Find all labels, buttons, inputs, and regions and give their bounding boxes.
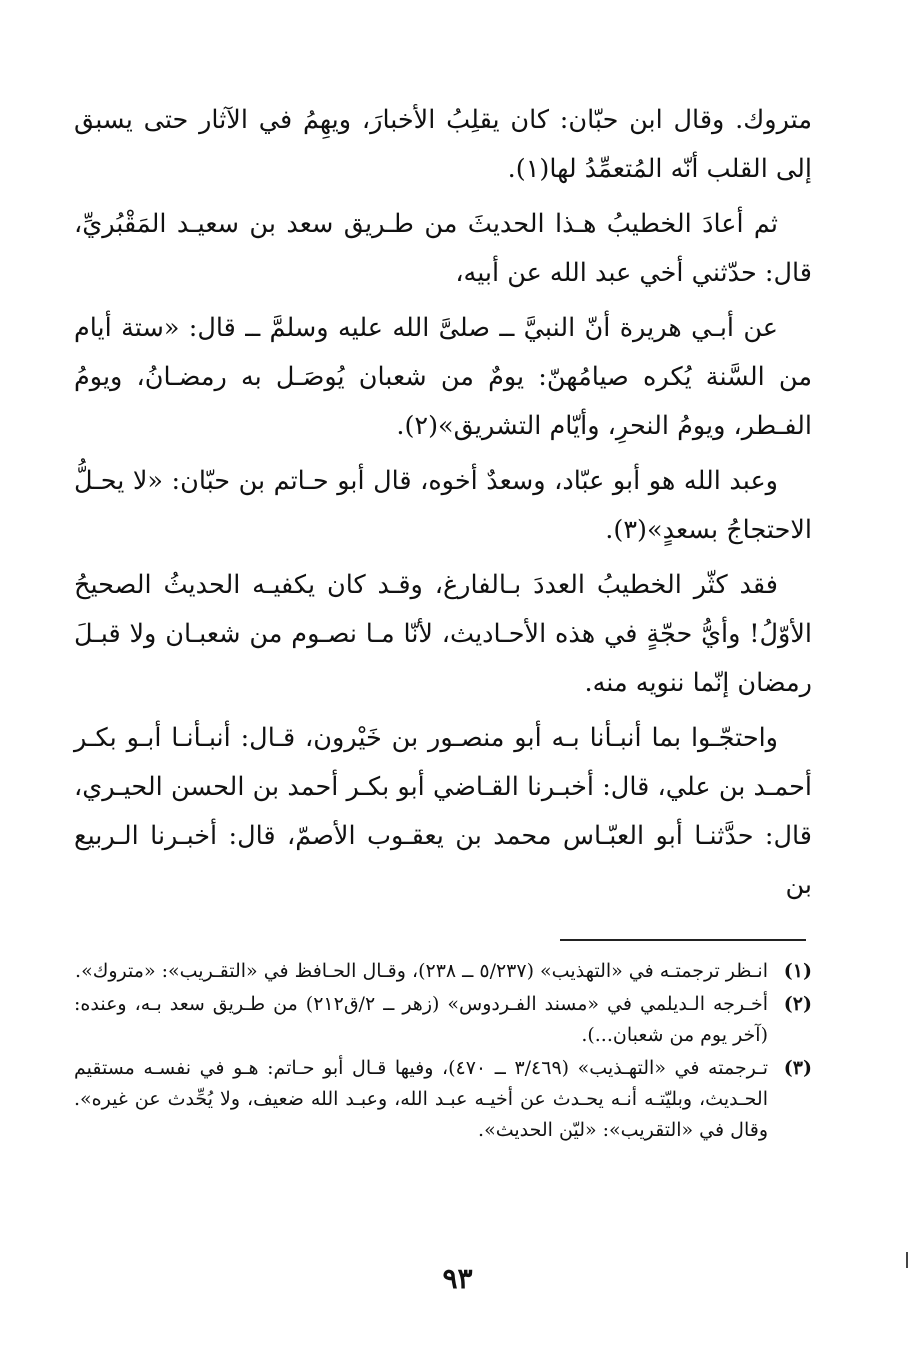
paragraph-1: متروك. وقال ابن حبّان: كان يقلِبُ الأخبارَ، ويهِمُ في الآثار حتى يسبق إلى القلب أنّه المُتعمِّدُ لها(١). [74, 105, 812, 184]
footnote-number: (١) [783, 960, 812, 982]
footnote-separator [560, 939, 806, 941]
paragraph-4: وعبد الله هو أبو عبّاد، وسعدٌ أخوه، قال أبو حـاتم بن حبّان: «لا يحـلُّ الاحتجاجُ بسعدٍ»(٣). [74, 466, 812, 545]
footnote-1 [74, 956, 812, 987]
footnote-text: أخـرجه الـديلمي في «مسند الفـردوس» (زهر ــ ٢/ق٢١٢) من طـريق سعد بـه، وعنده: (آخر يوم من شعبان...). [74, 993, 768, 1046]
footnote-number: (٢) [783, 993, 812, 1015]
footnote-number: (٣) [783, 1057, 812, 1079]
paragraph-2: ثم أعادَ الخطيبُ هـذا الحديثَ من طـريق سعد بن سعيـد المَقْبُريِّ، قال: حدّثني أخي عبد الله عن أبيه، [74, 209, 812, 288]
footnotes [74, 956, 812, 1148]
main-text [74, 96, 812, 916]
footnote-2 [74, 989, 812, 1051]
paragraph-3: عن أبـي هريرة أنّ النبيَّ ــ صلىَّ الله عليه وسلمَّ ــ قال: «ستة أيام من السَّنة يُكره صيامُهنّ: يومٌ من شعبان يُوصَـل به رمضـانُ، ويومُ الفـطر، ويومُ النحرِ، وأيّام التشريق»(٢). [74, 313, 812, 441]
page-number: ٩٣ [442, 1262, 473, 1295]
paragraph-6: واحتجّـوا بما أنبـأنا بـه أبو منصـور بن خَيْرون، قـال: أنبـأنـا أبـو بكـر أحمـد بن علي، قال: أخبـرنا القـاضي أبو بكـر أحمد بن الحسن الحيـري، قال: حدَّثنـا أبو العبّـاس محمد بن يعقـوب الأصمّ، قال: أخبـرنا الـربيع بن [74, 723, 812, 900]
margin-mark [906, 1252, 908, 1268]
paragraph-5: فقد كثّر الخطيبُ العددَ بـالفارغ، وقـد كان يكفيـه الحديثُ الصحيحُ الأوّلُ! وأيُّ حجّةٍ في هذه الأحـاديث، لأنّا مـا نصـوم من شعبـان ولا قبـلَ رمضان إنّما ننويه منه. [74, 570, 812, 698]
footnote-text: تـرجمته في «التهـذيب» (٣/٤٦٩ ــ ٤٧٠)، وفيها قـال أبو حـاتم: هـو في نفسـه مستقيم الحـديث، وبليّتـه أنـه يحـدث عن أخيـه عبـد الله، وعبـد الله ضعيف، ولا يُحِّدث عن غيره». وقال في «التقريب»: «ليّن الحديث». [74, 1057, 769, 1141]
footnote-text: انـظر ترجمتـه في «التهذيب» (٥/٢٣٧ ــ ٢٣٨)، وقـال الحـافظ في «التقـريب»: «متروك». [75, 960, 768, 982]
footnote-3 [74, 1053, 812, 1146]
